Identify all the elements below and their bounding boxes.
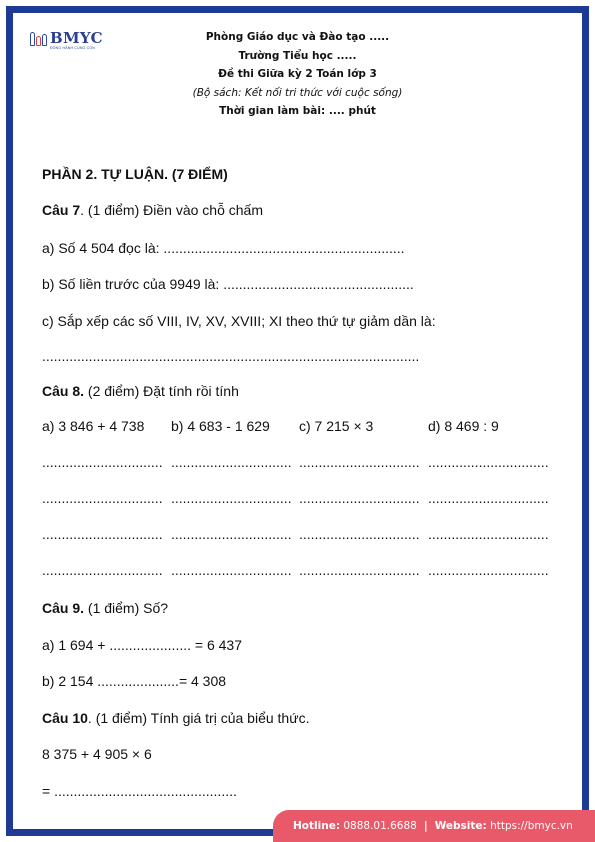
work-dots: ............................... [42, 490, 163, 506]
work-dots: ............................... [299, 454, 420, 470]
work-dots: ............................... [299, 526, 420, 542]
logo-name: BMYC [50, 29, 103, 47]
work-dots: ............................... [42, 526, 163, 542]
question-9-label: Câu 9. [42, 600, 85, 616]
question-7-prompt: . (1 điểm) Điền vào chỗ chấm [80, 202, 263, 218]
question-7a: a) Số 4 504 đọc là: .............................................................. [42, 240, 405, 256]
question-10-expression: 8 375 + 4 905 × 6 [42, 746, 152, 762]
question-8-prompt: (2 điểm) Đặt tính rồi tính [84, 383, 239, 399]
header-book-series: (Bộ sách: Kết nối tri thức với cuộc sống) [192, 86, 403, 99]
question-9 [42, 600, 168, 616]
question-10 [42, 710, 309, 726]
question-8-label: Câu 8. [42, 383, 85, 399]
work-dots: ............................... [428, 562, 549, 578]
work-row-3 [42, 526, 554, 544]
work-dots: ............................... [428, 526, 549, 542]
question-10-answer-line: = ............................................... [42, 783, 237, 799]
work-dots: ............................... [171, 562, 292, 578]
question-9-prompt: (1 điểm) Số? [84, 600, 169, 616]
hotline-number[interactable]: 0888.01.6688 [343, 820, 417, 832]
question-9a: a) 1 694 + ..................... = 6 437 [42, 637, 242, 653]
work-dots: ............................... [171, 454, 292, 470]
logo-tagline: ĐỒNG HÀNH CÙNG CON [50, 46, 96, 50]
work-dots: ............................... [42, 562, 163, 578]
work-row-1 [42, 454, 554, 472]
work-dots: ............................... [428, 490, 549, 506]
section-title: PHẦN 2. TỰ LUẬN. (7 ĐIỂM) [42, 166, 228, 182]
work-dots: ............................... [428, 454, 549, 470]
question-7 [42, 202, 263, 218]
question-7c-answer-line: ................................................................................................. [42, 348, 420, 364]
question-8 [42, 383, 239, 399]
question-8b: b) 4 683 - 1 629 [171, 418, 270, 434]
question-7c: c) Sắp xếp các số VIII, IV, XV, XVIII; XI theo thứ tự giảm dần là: [42, 313, 436, 329]
work-row-4 [42, 562, 554, 580]
header-department: Phòng Giáo dục và Đào tạo ..... [205, 31, 390, 43]
hotline-label: Hotline: [293, 820, 341, 832]
question-10-prompt: . (1 điểm) Tính giá trị của biểu thức. [87, 710, 310, 726]
question-9b: b) 2 154 .....................= 4 308 [42, 673, 227, 689]
question-7-label: Câu 7 [42, 202, 81, 218]
question-7b: b) Số liền trước của 9949 là: ................................................. [42, 276, 414, 292]
header-school: Trường Tiểu học ..... [238, 49, 357, 62]
work-dots: ............................... [299, 490, 420, 506]
website-label: Website: [434, 820, 487, 832]
website-link[interactable]: https://bmyc.vn [490, 820, 573, 832]
question-8d: d) 8 469 : 9 [428, 418, 499, 434]
header-time: Thời gian làm bài: .... phút [219, 105, 376, 117]
header-exam-title: Đề thi Giữa kỳ 2 Toán lớp 3 [218, 68, 377, 80]
footer-separator: | [423, 820, 428, 832]
footer-contact-banner [273, 810, 595, 842]
question-10-label: Câu 10 [42, 710, 88, 726]
question-8c: c) 7 215 × 3 [299, 418, 374, 434]
work-dots: ............................... [42, 454, 163, 470]
work-dots: ............................... [171, 490, 292, 506]
work-dots: ............................... [299, 562, 420, 578]
work-dots: ............................... [171, 526, 292, 542]
work-row-2 [42, 490, 554, 508]
question-8a: a) 3 846 + 4 738 [42, 418, 145, 434]
document-header [0, 28, 595, 121]
